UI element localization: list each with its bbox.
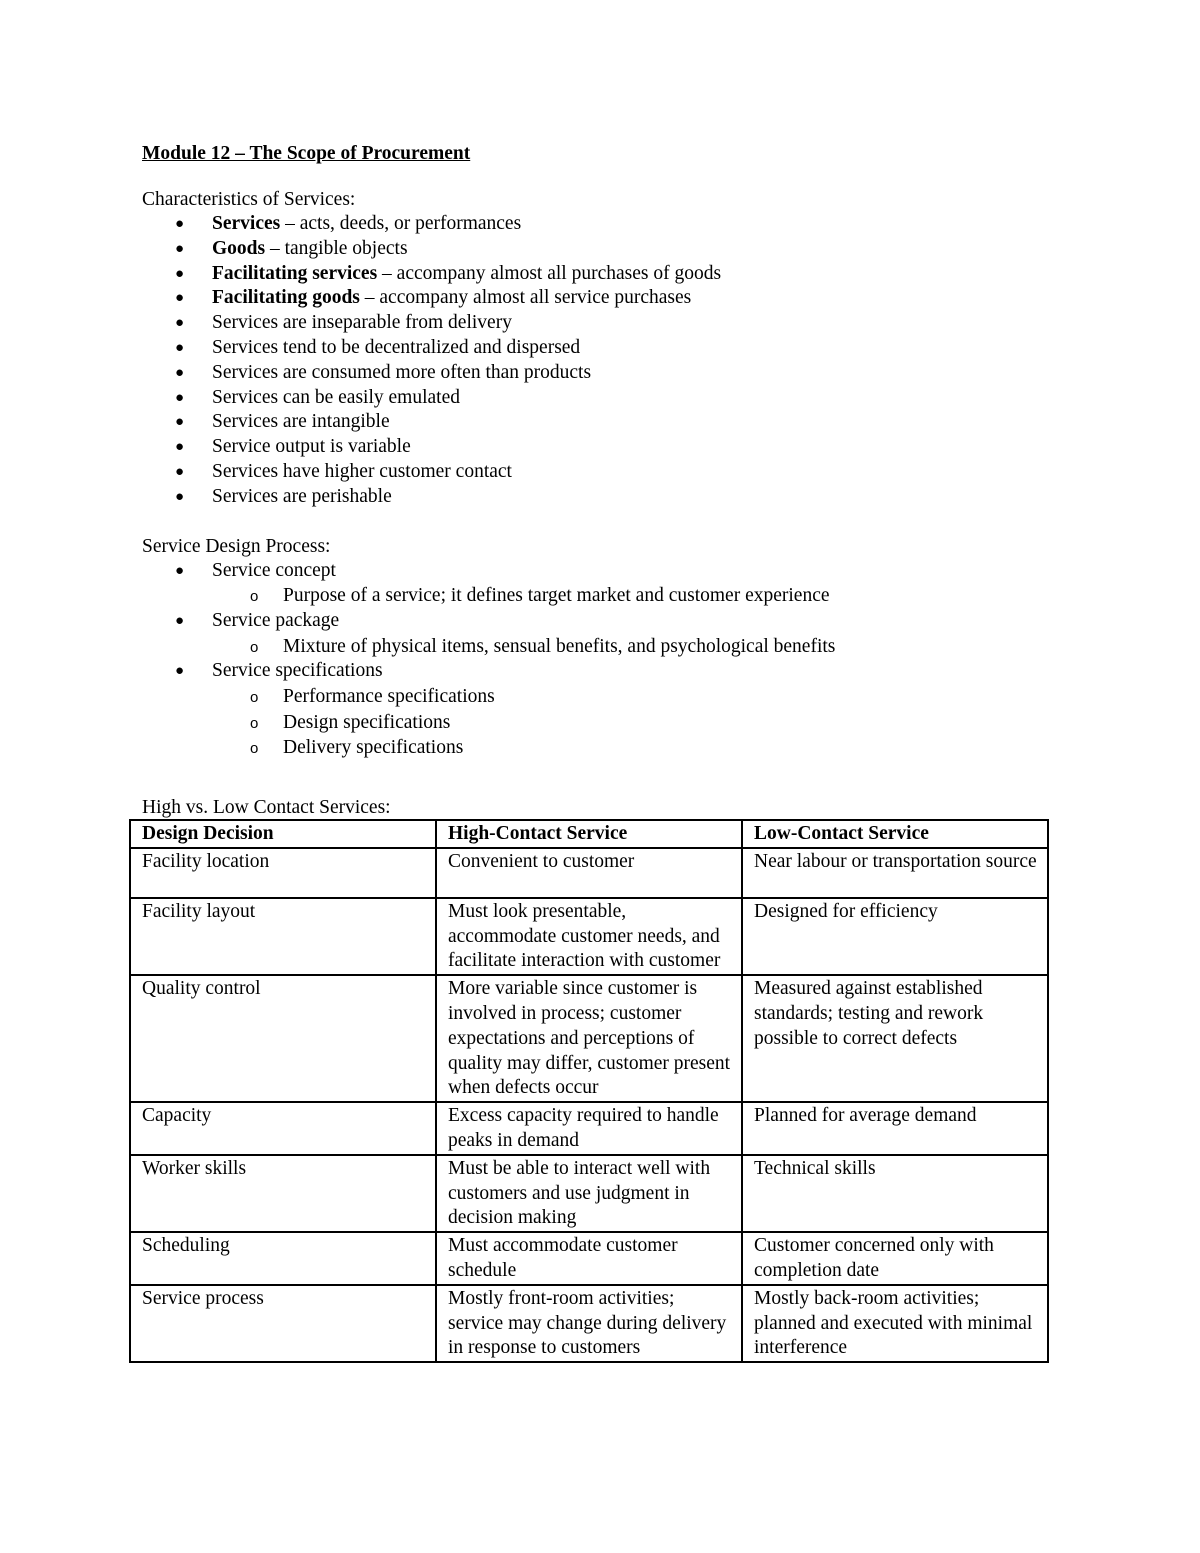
circle-bullet-icon: o — [250, 740, 259, 758]
bullet-icon: ● — [175, 315, 185, 332]
sub-list — [212, 684, 1052, 761]
table-row — [130, 898, 1048, 975]
table-cell: Quality control — [130, 975, 436, 1102]
list-item: ● Services have higher customer contact — [142, 460, 1052, 485]
table-cell: Scheduling — [130, 1232, 436, 1285]
table-cell: Planned for average demand — [742, 1102, 1048, 1155]
table-cell: Excess capacity required to handle peaks in demand — [436, 1102, 742, 1155]
characteristics-heading: Characteristics of Services: — [142, 189, 356, 210]
table-cell: Capacity — [130, 1102, 436, 1155]
bullet-icon: ● — [175, 240, 185, 257]
table-cell: Customer concerned only with completion date — [742, 1232, 1048, 1285]
bullet-icon: ● — [175, 439, 185, 456]
sub-list-item: o Purpose of a service; it defines target market and customer experience — [142, 583, 1052, 609]
sub-list — [212, 583, 1052, 609]
sub-list-item: o Performance specifications — [142, 684, 1052, 710]
list-item: ● Goods – tangible objects — [142, 237, 1052, 262]
contact-services-table — [129, 819, 1049, 1363]
table-cell: Mostly front-room activities; service may change during delivery in response to customers — [436, 1285, 742, 1362]
table-cell: Must be able to interact well with customers and use judgment in decision making — [436, 1155, 742, 1232]
list-item: ● Services – acts, deeds, or performances — [142, 212, 1052, 237]
table-cell: Designed for efficiency — [742, 898, 1048, 975]
table-cell: Facility location — [130, 848, 436, 898]
list-item: ● Services are perishable — [142, 485, 1052, 510]
table-row — [130, 1285, 1048, 1362]
design-process-list — [142, 559, 1052, 761]
table-header-cell: Low-Contact Service — [742, 820, 1048, 848]
list-item: ● Services are intangible — [142, 410, 1052, 435]
list-item: ● Services can be easily emulated — [142, 386, 1052, 411]
list-item: ● Service specifications o Performance specifications o Design specifications o Delivery specifications — [142, 659, 1052, 761]
table-row — [130, 975, 1048, 1102]
bullet-icon: ● — [175, 562, 185, 579]
sub-list — [212, 634, 1052, 660]
sub-list-item: o Mixture of physical items, sensual benefits, and psychological benefits — [142, 634, 1052, 660]
list-item: ● Services tend to be decentralized and dispersed — [142, 336, 1052, 361]
bullet-icon: ● — [175, 216, 185, 232]
table-row — [130, 1232, 1048, 1285]
document-page — [142, 138, 1052, 761]
table-cell: Facility layout — [130, 898, 436, 975]
table-header-row — [130, 820, 1048, 848]
table-cell: Must accommodate customer schedule — [436, 1232, 742, 1285]
table-cell: Must look presentable, accommodate customer needs, and facilitate interaction with customer — [436, 898, 742, 975]
table-cell: Convenient to customer — [436, 848, 742, 898]
circle-bullet-icon: o — [250, 689, 259, 707]
page-title: Module 12 – The Scope of Procurement — [142, 143, 471, 164]
list-item: ● Service output is variable — [142, 435, 1052, 460]
circle-bullet-icon: o — [250, 714, 259, 732]
design-process-heading: Service Design Process: — [142, 535, 331, 557]
table-row — [130, 848, 1048, 898]
table-cell: Measured against established standards; testing and rework possible to correct defects — [742, 975, 1048, 1102]
table-row — [130, 1155, 1048, 1232]
bullet-icon: ● — [175, 663, 185, 680]
table-cell: Mostly back-room activities; planned and executed with minimal interference — [742, 1285, 1048, 1362]
table-cell: More variable since customer is involved in process; customer expectations and perceptions of quality may differ, customer present when defects occur — [436, 975, 742, 1102]
list-item: ● Facilitating goods – accompany almost all service purchases — [142, 286, 1052, 311]
list-item: ● Facilitating services – accompany almost all purchases of goods — [142, 262, 1052, 287]
list-item: ● Service package o Mixture of physical items, sensual benefits, and psychological benefits — [142, 609, 1052, 659]
characteristics-list — [142, 212, 1052, 510]
list-item: ● Service concept o Purpose of a service; it defines target market and customer experience — [142, 559, 1052, 609]
table-cell: Technical skills — [742, 1155, 1048, 1232]
bullet-icon: ● — [175, 290, 185, 307]
bullet-icon: ● — [175, 265, 185, 282]
bullet-icon: ● — [175, 463, 185, 480]
list-item: ● Services are inseparable from delivery — [142, 311, 1052, 336]
sub-list-item: o Delivery specifications — [142, 735, 1052, 761]
table-cell: Near labour or transportation source — [742, 848, 1048, 898]
bullet-icon: ● — [175, 612, 185, 629]
contact-table-heading: High vs. Low Contact Services: — [142, 797, 391, 818]
table-row — [130, 1102, 1048, 1155]
sub-list-item: o Design specifications — [142, 710, 1052, 736]
bullet-icon: ● — [175, 389, 185, 406]
bullet-icon: ● — [175, 488, 185, 505]
bullet-icon: ● — [175, 339, 185, 356]
table-cell: Worker skills — [130, 1155, 436, 1232]
table-cell: Service process — [130, 1285, 436, 1362]
table-header-cell: Design Decision — [130, 820, 436, 848]
circle-bullet-icon: o — [250, 588, 259, 606]
bullet-icon: ● — [175, 414, 185, 431]
list-item: ● Services are consumed more often than products — [142, 361, 1052, 386]
bullet-icon: ● — [175, 364, 185, 381]
circle-bullet-icon: o — [250, 638, 259, 656]
table-header-cell: High-Contact Service — [436, 820, 742, 848]
